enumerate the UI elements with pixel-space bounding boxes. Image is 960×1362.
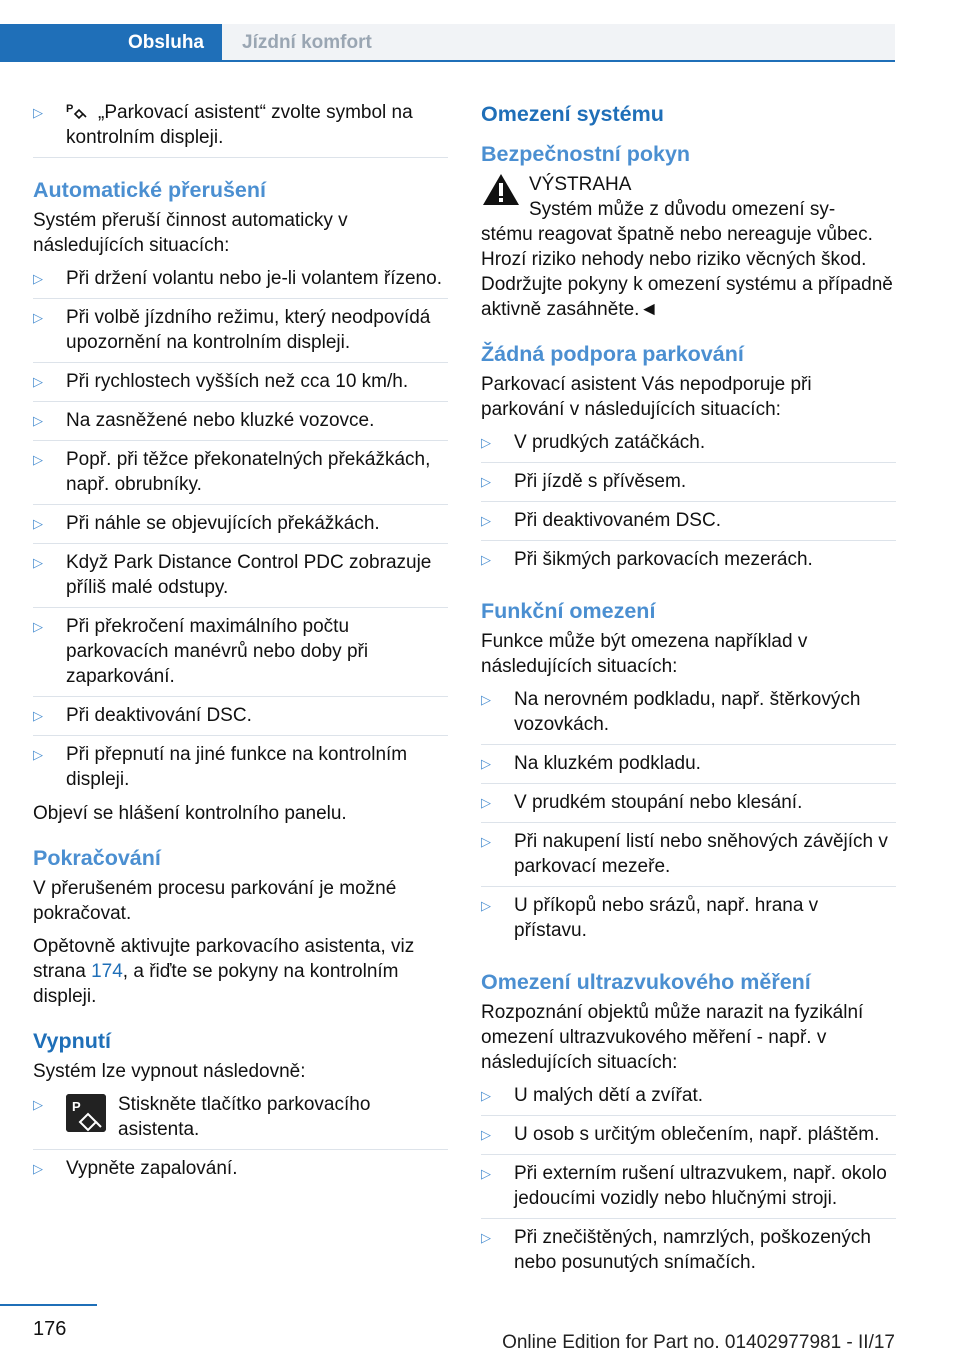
bullet-icon: ▷: [33, 374, 43, 389]
warning-triangle-icon: [481, 172, 521, 208]
list-item: [33, 614, 448, 697]
left-column: [33, 100, 448, 1194]
list-item: [481, 469, 896, 502]
list-item: [481, 751, 896, 784]
list-item: [33, 369, 448, 402]
list-item-text: Při šikmých parkovacích mezerách.: [514, 549, 813, 570]
paragraph: [33, 934, 448, 1009]
bullet-icon: ▷: [481, 552, 491, 567]
bullet-icon: ▷: [481, 834, 491, 849]
list-item-text: Při jízdě s přívěsem.: [514, 471, 687, 492]
right-column: [481, 100, 896, 1288]
list-item-text: U malých dětí a zvířat.: [514, 1085, 704, 1106]
list-item: [481, 790, 896, 823]
warning-title: VÝSTRAHA: [529, 174, 632, 195]
bullet-icon: ▷: [481, 756, 491, 771]
bullet-icon: ▷: [33, 516, 43, 531]
ultra-list: [481, 1083, 896, 1282]
bullet-icon: ▷: [481, 1230, 491, 1245]
tab-label: Obsluha: [127, 32, 204, 53]
bullet-icon: ▷: [33, 310, 43, 325]
paragraph: Parkovací asistent Vás nepodporuje při parkování v následujících situacích:: [481, 374, 812, 420]
list-item-text: Na nerovném podkladu, např. štěrkových vozovkách.: [514, 689, 861, 735]
paragraph: Funkce může být omezena například v následujících situacích:: [481, 631, 808, 677]
list-item-text: Při deaktivovaném DSC.: [514, 510, 721, 531]
tab-jizdni-komfort[interactable]: [222, 24, 895, 62]
warning-text: stému reagovat špatně nebo nereaguje vůbec. Hrozí riziko nehody nebo riziko věcných škod. Dodržujte pokyny k omezení systému a případně aktivně zasáhněte.◄: [481, 224, 893, 320]
footer-rule: [0, 1304, 97, 1306]
list-item-text: Vypněte zapalování.: [66, 1158, 238, 1179]
nosupport-list: [481, 430, 896, 579]
bullet-icon: ▷: [33, 1161, 43, 1176]
list-item: [481, 547, 896, 579]
header-rule: [0, 60, 895, 62]
section-heading-func: Funkční omezení: [481, 599, 656, 623]
bullet-icon: ▷: [481, 795, 491, 810]
bullet-icon: ▷: [33, 105, 43, 120]
intro-text: „Parkovací asistent“ zvolte symbol na kontrolním displeji.: [66, 102, 413, 148]
bullet-icon: ▷: [33, 1097, 43, 1112]
bullet-icon: ▷: [481, 692, 491, 707]
intro-list: [33, 100, 448, 158]
tab-label: Jízdní komfort: [242, 32, 372, 53]
bullet-icon: ▷: [33, 619, 43, 634]
paragraph: V přerušeném procesu parkování je možné pokračovat.: [33, 878, 397, 924]
page-link[interactable]: 174: [91, 961, 123, 982]
section-heading-ultra: Omezení ultrazvukového měření: [481, 970, 811, 994]
list-item-text: Při náhle se objevujících překážkách.: [66, 513, 380, 534]
list-item: [481, 430, 896, 463]
bullet-icon: ▷: [481, 474, 491, 489]
list-item-text: U osob s určitým oblečením, např. pláštěm.: [514, 1124, 880, 1145]
list-item-text: Na kluzkém podkladu.: [514, 753, 701, 774]
section-heading-limits: Omezení systému: [481, 102, 664, 126]
list-item-text: Při volbě jízdního režimu, který neodpovídá upozornění na kontrolním displeji.: [66, 307, 431, 353]
list-item: [481, 1161, 896, 1219]
bullet-icon: ▷: [481, 898, 491, 913]
list-item: [481, 1225, 896, 1282]
svg-text:P: P: [66, 103, 74, 115]
tab-obsluha[interactable]: [0, 24, 222, 62]
list-item: [33, 703, 448, 736]
auto-list: [33, 266, 448, 799]
paragraph: Objeví se hlášení kontrolního panelu.: [33, 803, 347, 824]
list-item-text: V prudkém stoupání nebo klesání.: [514, 792, 803, 813]
list-item-text: Při držení volantu nebo je-li volantem řízeno.: [66, 268, 442, 289]
list-item: [33, 550, 448, 608]
header: [0, 0, 895, 62]
list-item: [481, 1083, 896, 1116]
list-item-text: Při deaktivování DSC.: [66, 705, 252, 726]
page-number: 176: [33, 1318, 67, 1340]
list-item: [481, 687, 896, 745]
list-item-text: Stiskněte tlačítko parkovacího asistenta.: [118, 1094, 371, 1140]
list-item-text: Když Park Distance Control PDC zobrazuje příliš malé odstupy.: [66, 552, 432, 598]
list-item: [481, 893, 896, 950]
bullet-icon: ▷: [33, 413, 43, 428]
parking-button-icon: [66, 1094, 106, 1132]
list-item-text: Při znečištěných, namrzlých, poškozených nebo posunutých snímačích.: [514, 1227, 871, 1273]
bullet-icon: ▷: [481, 1127, 491, 1142]
text-fragment: , a řiďte se pokyny na kontrolním displeji.: [33, 961, 399, 1007]
bullet-icon: ▷: [33, 555, 43, 570]
svg-text:P: P: [72, 1099, 81, 1114]
section-heading-auto: Automatické přerušení: [33, 178, 266, 202]
list-item-text: V prudkých zatáčkách.: [514, 432, 706, 453]
list-item-text: Při externím rušení ultrazvukem, např. okolo jedoucími vozidly nebo hlučnými stroji.: [514, 1163, 887, 1209]
list-item-text: U příkopů nebo srázů, např. hrana v přístavu.: [514, 895, 819, 941]
list-item: [481, 1122, 896, 1155]
off-list: [33, 1092, 448, 1188]
list-item: [481, 829, 896, 887]
warning-text-first: Systém může z důvodu omezení sy-: [529, 199, 836, 220]
bullet-icon: ▷: [33, 452, 43, 467]
section-heading-off: Vypnutí: [33, 1029, 112, 1053]
list-item: [33, 100, 448, 158]
list-item: [481, 508, 896, 541]
paragraph: Systém lze vypnout následovně:: [33, 1061, 306, 1082]
list-item-text: Při nakupení listí nebo sněhových závějích v parkovací mezeře.: [514, 831, 888, 877]
list-item-text: Při rychlostech vyšších než cca 10 km/h.: [66, 371, 409, 392]
bullet-icon: ▷: [33, 747, 43, 762]
list-item-text: Při překročení maximálního počtu parkovacích manévrů nebo doby při zaparkování.: [66, 616, 369, 687]
paragraph: Systém přeruší činnost automaticky v následujících situacích:: [33, 210, 348, 256]
warning-block: [481, 172, 896, 322]
list-item-text: Při přepnutí na jiné funkce na kontrolním displeji.: [66, 744, 408, 790]
bullet-icon: ▷: [33, 708, 43, 723]
list-item-text: Popř. při těžce překonatelných překážkách, např. obrubníky.: [66, 449, 431, 495]
list-item: [33, 266, 448, 299]
paragraph: Rozpoznání objektů může narazit na fyzikální omezení ultrazvukového měření - např. v následujících situacích:: [481, 1002, 864, 1073]
list-item: [33, 511, 448, 544]
bullet-icon: ▷: [481, 435, 491, 450]
list-item: [33, 742, 448, 799]
list-item-text: Na zasněžené nebo kluzké vozovce.: [66, 410, 375, 431]
section-heading-safety: Bezpečnostní pokyn: [481, 142, 691, 166]
list-item: [33, 447, 448, 505]
list-item: [33, 408, 448, 441]
list-item: [33, 1092, 448, 1150]
edition-note: Online Edition for Part no. 01402977981 - II/17: [502, 1332, 895, 1353]
list-item: [33, 305, 448, 363]
section-heading-continue: Pokračování: [33, 846, 161, 870]
bullet-icon: ▷: [33, 271, 43, 286]
func-list: [481, 687, 896, 950]
text-fragment: Opětovně aktivujte parkovacího asistenta, viz strana: [33, 936, 415, 982]
bullet-icon: ▷: [481, 1088, 491, 1103]
bullet-icon: ▷: [481, 513, 491, 528]
section-heading-nosupport: Žádná podpora parkování: [481, 342, 744, 366]
parking-assistant-icon: [66, 101, 92, 121]
list-item: [33, 1156, 448, 1188]
bullet-icon: ▷: [481, 1166, 491, 1181]
